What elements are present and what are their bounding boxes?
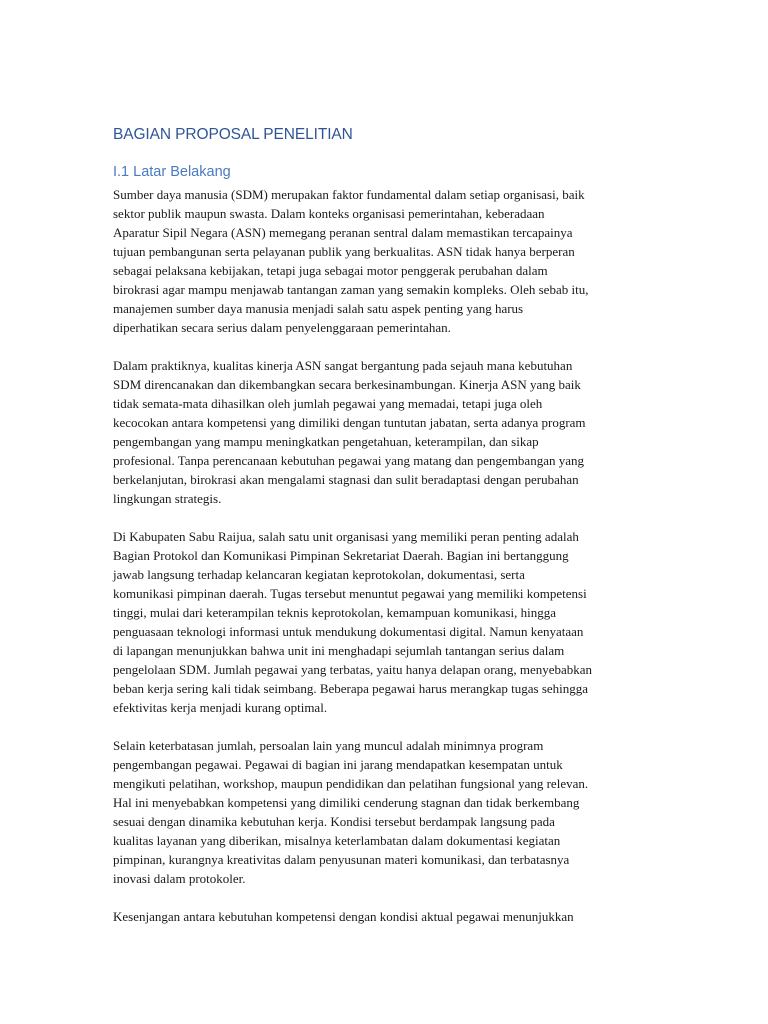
paragraph-line: Bagian Protokol dan Komunikasi Pimpinan Sekretariat Daerah. Bagian ini bertanggung (113, 548, 569, 563)
paragraph-line: penguasaan teknologi informasi untuk mendukung dokumentasi digital. Namun kenyataan (113, 624, 584, 639)
paragraph-line: Hal ini menyebabkan kompetensi yang dimiliki cenderung stagnan dan tidak berkembang (113, 795, 580, 810)
body-paragraph (113, 527, 648, 717)
paragraph-line: Di Kabupaten Sabu Raijua, salah satu unit organisasi yang memiliki peran penting adalah (113, 529, 579, 544)
paragraph-line: pengembangan yang mampu meningkatkan pengetahuan, keterampilan, dan sikap (113, 434, 539, 449)
section-heading: I.1 Latar Belakang (113, 164, 231, 180)
paragraph-line: birokrasi agar mampu menjawab tantangan zaman yang semakin kompleks. Oleh sebab itu, (113, 282, 589, 297)
paragraph-line: Kesenjangan antara kebutuhan kompetensi dengan kondisi aktual pegawai menunjukkan (113, 909, 574, 924)
paragraph-line: pimpinan, kurangnya kreativitas dalam penyusunan materi komunikasi, dan terbatasnya (113, 852, 570, 867)
paragraph-line: tidak semata-mata dihasilkan oleh jumlah pegawai yang memadai, tetapi juga oleh (113, 396, 543, 411)
paragraph-line: lingkungan strategis. (113, 491, 222, 506)
paragraph-container (113, 185, 648, 926)
paragraph-line: jawab langsung terhadap kelancaran kegiatan keprotokolan, dokumentasi, serta (113, 567, 525, 582)
paragraph-line: inovasi dalam protokoler. (113, 871, 246, 886)
paragraph-line: tinggi, mulai dari keterampilan teknis keprotokolan, kemampuan komunikasi, hingga (113, 605, 556, 620)
paragraph-line: Aparatur Sipil Negara (ASN) memegang peranan sentral dalam memastikan tercapainya (113, 225, 573, 240)
body-paragraph (113, 736, 648, 888)
document-title: BAGIAN PROPOSAL PENELITIAN (113, 126, 353, 143)
paragraph-line: berkelanjutan, birokrasi akan mengalami stagnasi dan sulit beradaptasi dengan perubahan (113, 472, 579, 487)
body-paragraph (113, 185, 648, 337)
paragraph-line: Dalam praktiknya, kualitas kinerja ASN sangat bergantung pada sejauh mana kebutuhan (113, 358, 573, 373)
body-paragraph (113, 356, 648, 508)
paragraph-line: kecocokan antara kompetensi yang dimiliki dengan tuntutan jabatan, serta adanya program (113, 415, 586, 430)
paragraph-line: diperhatikan secara serius dalam penyelenggaraan pemerintahan. (113, 320, 451, 335)
paragraph-line: SDM direncanakan dan dikembangkan secara berkesinambungan. Kinerja ASN yang baik (113, 377, 581, 392)
paragraph-line: tujuan pembangunan serta pelayanan publik yang berkualitas. ASN tidak hanya berperan (113, 244, 575, 259)
paragraph-line: sektor publik maupun swasta. Dalam konteks organisasi pemerintahan, keberadaan (113, 206, 545, 221)
paragraph-line: Selain keterbatasan jumlah, persoalan lain yang muncul adalah minimnya program (113, 738, 544, 753)
paragraph-line: pengembangan pegawai. Pegawai di bagian ini jarang mendapatkan kesempatan untuk (113, 757, 563, 772)
paragraph-line: pengelolaan SDM. Jumlah pegawai yang terbatas, yaitu hanya delapan orang, menyebabkan (113, 662, 593, 677)
paragraph-line: mengikuti pelatihan, workshop, maupun pendidikan dan pelatihan fungsional yang relevan. (113, 776, 589, 791)
paragraph-line: beban kerja sering kali tidak seimbang. Beberapa pegawai harus merangkap tugas sehingga (113, 681, 589, 696)
paragraph-line: efektivitas kerja menjadi kurang optimal. (113, 700, 328, 715)
document-body (113, 125, 648, 945)
paragraph-line: manajemen sumber daya manusia menjadi salah satu aspek penting yang harus (113, 301, 524, 316)
paragraph-line: kualitas layanan yang diberikan, misalnya keterlambatan dalam dokumentasi kegiatan (113, 833, 561, 848)
paragraph-line: Sumber daya manusia (SDM) merupakan faktor fundamental dalam setiap organisasi, baik (113, 187, 585, 202)
paragraph-line: sebagai pelaksana kebijakan, tetapi juga sebagai motor penggerak perubahan dalam (113, 263, 548, 278)
paragraph-line: komunikasi pimpinan daerah. Tugas tersebut menuntut pegawai yang memiliki kompetensi (113, 586, 587, 601)
body-paragraph (113, 907, 648, 926)
paragraph-line: sesuai dengan dinamika kebutuhan kerja. Kondisi tersebut berdampak langsung pada (113, 814, 555, 829)
paragraph-line: di lapangan menunjukkan bahwa unit ini menghadapi sejumlah tantangan serius dalam (113, 643, 565, 658)
paragraph-line: profesional. Tanpa perencanaan kebutuhan pegawai yang matang dan pengembangan yang (113, 453, 584, 468)
